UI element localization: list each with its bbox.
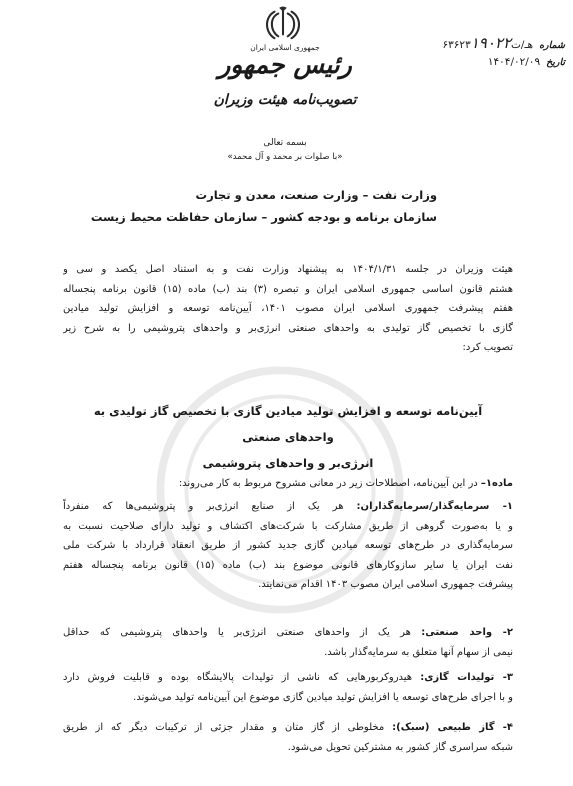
definition-text: نفت ایران یا سایر سازوکارهای قانونی موضوع بند (ب) ماده (۱۵) قانون برنامه پنجساله هفتم	[63, 559, 513, 571]
intro-paragraph	[63, 260, 513, 358]
definition-text: هیدروکربورهایی که ناشی از تولیدات پالایشگاه بوده و قابلیت فروش دارد	[63, 672, 421, 683]
number-label: شماره	[539, 40, 565, 51]
president-title: رئیس جمهور	[218, 50, 352, 79]
salawat: «با صلوات بر محمد و آل محمد»	[227, 152, 343, 162]
intro-line: هفتم پیشرفت جمهوری اسلامی ایران مصوب ۱۴۰۱، آیین‌نامه توسعه و افزایش تولید میادین	[63, 303, 513, 314]
article-1-text: در این آیین‌نامه، اصطلاحات زیر در معانی مشروح مربوط به کار می‌روند:	[178, 478, 481, 489]
letter-number	[443, 34, 565, 52]
date-label: تاریخ	[546, 57, 565, 68]
cabinet-approval-title: تصویب‌نامه هیئت وزیران	[213, 92, 357, 108]
addressee-line-2: سازمان برنامه و بودجه کشور – سازمان حفاظت محیط زیست	[90, 210, 437, 224]
definition-item-1	[63, 497, 513, 595]
letter-date	[488, 56, 565, 68]
number-suffix: ۶۳۶۲۳هـ	[442, 39, 534, 51]
number-printed: /ت	[511, 39, 525, 51]
definition-term: ۴- گاز طبیعی (سبک):	[392, 722, 513, 733]
definition-text: هر یک از صنایع انرژی‌بر و پتروشیمی‌ها که منفرداً	[63, 501, 357, 512]
definition-item-2	[63, 623, 513, 662]
definition-item-4	[63, 718, 513, 757]
number-handwritten: ۱۹۰۲۲	[470, 34, 512, 52]
definition-text: و یا به‌صورت گروهی از طریق مشارکت با شرکت‌های اکتشاف و تولید دارای صلاحیت نسبت به	[63, 520, 513, 532]
date-value: ۱۴۰۴/۰۲/۰۹	[487, 56, 541, 68]
definition-text: پیشرفت جمهوری اسلامی ایران مصوب ۱۴۰۳ اقدام می‌نمایند.	[258, 579, 513, 590]
definition-text: و با اجرای طرح‌های توسعه یا افزایش تولید میادین گازی موضوع این آیین‌نامه تولید می‌شوند.	[133, 691, 513, 703]
definition-item-3	[63, 668, 513, 707]
bylaw-title-line-2: انرژی‌بر و واحدهای پتروشیمی	[202, 456, 374, 470]
article-1-label: ماده۱–	[480, 478, 513, 489]
intro-line: هشتم قانون اساسی جمهوری اسلامی ایران و تبصره (۳) بند (ب) ماده (۱۵) قانون برنامه پنجساله	[63, 283, 513, 295]
definition-text: شبکه سراسری گاز کشور به مشترکین تحویل می‌شود.	[287, 741, 513, 753]
definition-term: ۲- واحد صنعتی:	[421, 627, 513, 638]
bylaw-title-line-1: آیین‌نامه توسعه و افزایش تولید میادین گازی با تخصیص گاز تولیدی به واحدهای صنعتی	[93, 404, 483, 444]
republic-caption: جمهوری اسلامی ایران	[250, 43, 320, 52]
definition-text: نیمی از سهام آنها متعلق به سرمایه‌گذار باشد.	[324, 646, 513, 658]
article-1	[63, 474, 513, 494]
definition-term: ۱- سرمایه‌گذار/سرمایه‌گذاران:	[356, 501, 513, 512]
definition-term: ۳- تولیدات گازی:	[420, 672, 513, 683]
bylaw-title	[78, 398, 498, 476]
addressee-line-1: وزارت نفت – وزارت صنعت، معدن و تجارت	[195, 188, 437, 202]
iran-emblem-icon	[264, 6, 302, 42]
definition-text: هر یک از واحدهای صنعتی انرژی‌بر یا واحدهای پتروشیمی که حداقل	[63, 627, 422, 638]
definition-text: مخلوطی از گاز متان و مقدار جزئی از ترکیبات دیگر که از طریق	[63, 722, 393, 733]
bismillah: بسمه تعالی	[263, 138, 307, 148]
intro-line: هیئت وزیران در جلسه ۱۴۰۴/۱/۳۱ به پیشنهاد وزارت نفت و به استناد اصل یکصد و سی و	[63, 264, 513, 275]
intro-line: گازی با تخصیص گاز تولیدی به واحدهای صنعتی انرژی‌بر و واحدهای پتروشیمی را به شرح زیر	[63, 322, 513, 334]
definition-text: سرمایه‌گذاری در طرح‌های توسعه میادین گازی جدید کشور از طریق انعقاد قرارداد با شرکت ملی	[63, 540, 513, 551]
intro-line: تصویب کرد:	[462, 342, 513, 353]
number-value	[443, 34, 534, 52]
